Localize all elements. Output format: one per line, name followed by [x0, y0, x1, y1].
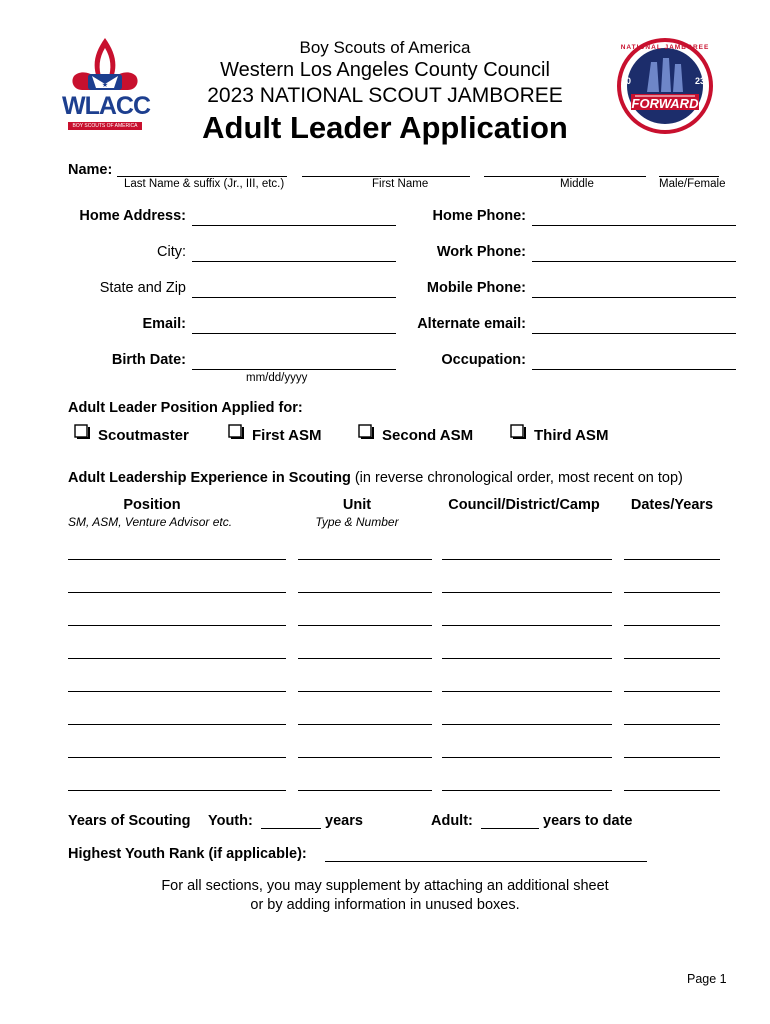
- years-scouting-label: Years of Scouting: [68, 813, 191, 829]
- experience-unit-field[interactable]: [298, 559, 432, 560]
- third-asm-option-label: Third ASM: [534, 427, 609, 444]
- youth-label: Youth:: [208, 813, 253, 829]
- experience-position-field[interactable]: [68, 625, 286, 626]
- home-address-label: Home Address:: [79, 208, 186, 224]
- council-name: Western Los Angeles County Council: [220, 59, 550, 81]
- experience-council-field[interactable]: [442, 592, 612, 593]
- youth-years-field[interactable]: [261, 828, 321, 829]
- first-asm-option-label: First ASM: [252, 427, 322, 444]
- jamboree-logo: [617, 38, 713, 134]
- svg-text:★: ★: [101, 82, 109, 89]
- column-unit-title: Unit: [342, 497, 372, 513]
- first-name-hint: First Name: [372, 178, 429, 190]
- youth-unit: years: [325, 813, 363, 829]
- experience-council-field[interactable]: [442, 691, 612, 692]
- experience-council-field[interactable]: [442, 559, 612, 560]
- column-dates-title: Dates/Years: [630, 497, 714, 513]
- city-label: City:: [157, 244, 186, 260]
- page-number: Page 1: [687, 972, 727, 986]
- wlacc-logo-band: BOY SCOUTS OF AMERICA: [68, 122, 142, 130]
- alternate-email-field[interactable]: [532, 333, 736, 334]
- experience-unit-field[interactable]: [298, 625, 432, 626]
- page-title: Adult Leader Application: [202, 110, 568, 145]
- gender-field[interactable]: [659, 176, 719, 177]
- home-address-field[interactable]: [192, 225, 396, 226]
- column-position-sub: SM, ASM, Venture Advisor etc.: [68, 515, 233, 529]
- last-name-field[interactable]: [117, 176, 287, 177]
- mobile-phone-label: Mobile Phone:: [426, 280, 526, 296]
- experience-council-field[interactable]: [442, 724, 612, 725]
- experience-unit-field[interactable]: [298, 658, 432, 659]
- experience-heading-bold: Adult Leadership Experience in Scouting: [68, 470, 351, 486]
- wlacc-logo: [62, 36, 151, 136]
- jamboree-logo-top: NATIONAL JAMBOREE: [620, 44, 710, 51]
- occupation-field[interactable]: [532, 369, 736, 370]
- experience-dates-field[interactable]: [624, 625, 720, 626]
- experience-dates-field[interactable]: [624, 691, 720, 692]
- middle-name-field[interactable]: [484, 176, 646, 177]
- jamboree-year-right: 23: [695, 76, 706, 86]
- second-asm-option-label: Second ASM: [382, 427, 474, 444]
- work-phone-field[interactable]: [532, 261, 736, 262]
- home-phone-field[interactable]: [532, 225, 736, 226]
- experience-dates-field[interactable]: [624, 658, 720, 659]
- state-zip-field[interactable]: [192, 297, 396, 298]
- birth-date-label: Birth Date:: [111, 352, 186, 368]
- jamboree-emblem-icon: [617, 38, 713, 134]
- supplement-note-line2: or by adding information in unused boxes.: [250, 897, 520, 913]
- column-unit-sub: Type & Number: [315, 515, 399, 529]
- column-position-title: Position: [123, 497, 181, 513]
- birth-date-hint: mm/dd/yyyy: [246, 372, 308, 384]
- experience-unit-field[interactable]: [298, 691, 432, 692]
- gender-hint: Male/Female: [659, 178, 726, 190]
- experience-position-field[interactable]: [68, 691, 286, 692]
- supplement-note-line1: For all sections, you may supplement by attaching an additional sheet: [161, 878, 609, 894]
- birth-date-field[interactable]: [192, 369, 396, 370]
- home-phone-label: Home Phone:: [432, 208, 526, 224]
- experience-dates-field[interactable]: [624, 790, 720, 791]
- city-field[interactable]: [192, 261, 396, 262]
- experience-unit-field[interactable]: [298, 592, 432, 593]
- highest-rank-label: Highest Youth Rank (if applicable):: [68, 846, 307, 862]
- experience-heading-note: (in reverse chronological order, most recent on top): [354, 470, 683, 486]
- jamboree-year-left: 20: [621, 76, 632, 86]
- jamboree-banner: FORWARD: [631, 96, 699, 111]
- second-asm-checkbox-icon[interactable]: [358, 424, 374, 440]
- adult-years-field[interactable]: [481, 828, 539, 829]
- experience-council-field[interactable]: [442, 757, 612, 758]
- adult-label: Adult:: [431, 813, 473, 829]
- experience-council-field[interactable]: [442, 790, 612, 791]
- occupation-label: Occupation:: [441, 352, 526, 368]
- email-field[interactable]: [192, 333, 396, 334]
- name-label: Name:: [68, 162, 113, 178]
- state-zip-label: State and Zip: [99, 280, 186, 296]
- experience-unit-field[interactable]: [298, 724, 432, 725]
- experience-position-field[interactable]: [68, 658, 286, 659]
- wlacc-logo-text: WLACC: [62, 92, 151, 120]
- experience-position-field[interactable]: [68, 592, 286, 593]
- scoutmaster-checkbox-icon[interactable]: [74, 424, 90, 440]
- experience-council-field[interactable]: [442, 658, 612, 659]
- experience-position-field[interactable]: [68, 790, 286, 791]
- experience-dates-field[interactable]: [624, 757, 720, 758]
- last-name-hint: Last Name & suffix (Jr., III, etc.): [124, 178, 285, 190]
- first-name-field[interactable]: [302, 176, 470, 177]
- third-asm-checkbox-icon[interactable]: [510, 424, 526, 440]
- experience-unit-field[interactable]: [298, 790, 432, 791]
- experience-dates-field[interactable]: [624, 724, 720, 725]
- experience-position-field[interactable]: [68, 757, 286, 758]
- event-name: 2023 NATIONAL SCOUT JAMBOREE: [207, 84, 563, 107]
- fleur-de-lis-icon: [62, 36, 151, 136]
- org-name: Boy Scouts of America: [299, 38, 471, 57]
- column-council-title: Council/District/Camp: [448, 497, 600, 513]
- experience-position-field[interactable]: [68, 724, 286, 725]
- experience-dates-field[interactable]: [624, 559, 720, 560]
- middle-name-hint: Middle: [560, 178, 594, 190]
- position-heading: Adult Leader Position Applied for:: [68, 400, 303, 416]
- alternate-email-label: Alternate email:: [417, 316, 526, 332]
- experience-position-field[interactable]: [68, 559, 286, 560]
- experience-heading: [68, 470, 683, 486]
- experience-unit-field[interactable]: [298, 757, 432, 758]
- first-asm-checkbox-icon[interactable]: [228, 424, 244, 440]
- email-label: Email:: [142, 316, 186, 332]
- mobile-phone-field[interactable]: [532, 297, 736, 298]
- experience-council-field[interactable]: [442, 625, 612, 626]
- work-phone-label: Work Phone:: [436, 244, 526, 260]
- scoutmaster-option-label: Scoutmaster: [98, 427, 189, 444]
- adult-unit: years to date: [543, 813, 633, 829]
- experience-dates-field[interactable]: [624, 592, 720, 593]
- highest-rank-field[interactable]: [325, 861, 647, 862]
